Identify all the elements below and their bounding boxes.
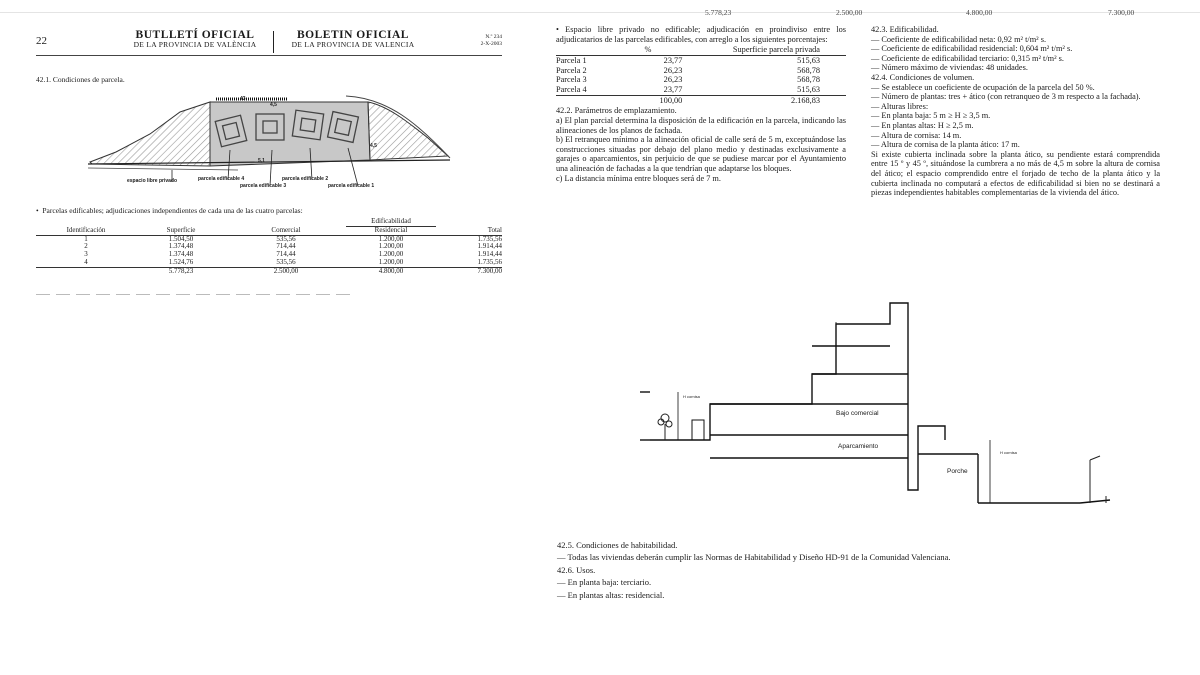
svg-text:43: 43 — [240, 96, 246, 102]
section-heading: 42.6. Usos. — [557, 564, 596, 575]
table-row — [36, 235, 502, 243]
table-row — [36, 251, 502, 259]
table-cell: 1.524,76 — [168, 257, 194, 266]
table-cell: 2.168,83 — [790, 95, 820, 105]
table-header: Superficie parcela privada — [732, 45, 820, 55]
issue-date: 2-X-2003 — [480, 41, 502, 47]
table-row — [36, 259, 502, 267]
bajo-comercial-label: Bajo comercial — [836, 410, 879, 417]
table-cell: 535,56 — [276, 234, 296, 243]
table-cell: 535,56 — [276, 257, 296, 266]
list-item: — Altura de cornisa de la planta ático: 17 m. — [871, 140, 1020, 150]
table-cell: 26,23 — [663, 65, 683, 75]
table-cell: 2.500,00 — [273, 266, 299, 275]
list-item: — Coeficiente de edificabilidad neta: 0,92 m² t/m² s. — [871, 34, 1047, 44]
table-cell: 1.735,56 — [477, 234, 502, 243]
list-item: — Número de plantas: tres + ático (con retranqueo de 3 m respecto a la fachada). — [871, 92, 1141, 102]
plan-label: parcela edificable 3 — [240, 183, 287, 189]
list-item: — Altura de cornisa: 14 m. — [871, 130, 962, 140]
cutoff-text-line — [36, 294, 356, 295]
table-header: Total — [487, 225, 502, 234]
section-heading: 42.3. Edificabilidad. — [871, 25, 939, 34]
svg-text:5,1: 5,1 — [258, 158, 265, 164]
open-space-area — [90, 102, 210, 166]
table-cell: Parcela 3 — [556, 75, 587, 85]
table-header: Residencial — [374, 225, 408, 234]
table-cell: 4.800,00 — [378, 266, 404, 275]
table-cell: 4 — [84, 257, 88, 266]
issue-info — [460, 34, 502, 48]
table-header: Identificación — [66, 225, 106, 234]
plan-label: parcela edificable 4 — [198, 176, 245, 182]
parcelas-intro: • Parcelas edificables; adjudicaciones independientes de cada una de las cuatro parcelas: — [36, 206, 303, 215]
plan-label: espacio libre privado — [127, 178, 178, 184]
table-cell: 1.914,44 — [477, 250, 502, 259]
table-cell: 1 — [84, 234, 88, 243]
plan-label: parcela edificable 1 — [328, 183, 375, 189]
table-cell: 100,00 — [659, 95, 683, 105]
right-column — [871, 25, 1160, 198]
list-item: — Se establece un coeficiente de ocupación de la parcela del 50 %. — [871, 82, 1095, 92]
svg-text:4,5: 4,5 — [270, 102, 277, 108]
table-cell: 23,77 — [663, 85, 683, 94]
middle-column — [556, 25, 846, 183]
page-number: 22 — [36, 35, 47, 47]
table-cell: Parcela 2 — [556, 65, 587, 75]
header-spanish — [278, 30, 428, 50]
table-cell: 5.778,23 — [168, 266, 194, 275]
table-cell: 1.200,00 — [378, 242, 404, 251]
table-cell: 714,44 — [276, 242, 296, 251]
section-title: 42.1. Condiciones de parcela. — [36, 75, 125, 84]
table-header: Superficie — [166, 225, 196, 234]
list-item: — En plantas altas: residencial. — [557, 589, 665, 600]
table-cell: 1.200,00 — [378, 257, 404, 266]
porche-label: Porche — [947, 468, 968, 475]
header-subtitle: DE LA PROVINCIA DE VALÈNCIA — [133, 40, 257, 49]
table-row — [556, 66, 846, 76]
h-cornisa-label: H cornisa — [1000, 450, 1017, 455]
espacio-libre-paragraph: • Espacio libre privado no edificable; adjudicación en proindiviso entre los adjudicatarios de las parcelas edificables, con arreglo a los siguientes porcentajes: — [556, 25, 846, 44]
table-row — [36, 243, 502, 251]
paragraph-c: c) La distancia mínima entre bloques será de 7 m. — [556, 173, 721, 183]
table-group-header: Edificabilidad — [346, 218, 436, 226]
bullet-icon: • — [36, 206, 43, 215]
list-item: — Alturas libres: — [871, 101, 929, 111]
table-cell: 7.300,00 — [477, 266, 502, 275]
table-row — [556, 55, 846, 65]
table-cell: 3 — [84, 250, 88, 259]
table-cell: 2 — [84, 242, 88, 251]
table-header — [556, 45, 614, 55]
header-title: BOLETIN OFICIAL — [297, 29, 409, 41]
paragraph-a: a) El plan parcial determina la disposición de la edificación en la parcela, indicando las alineaciones de los planos de fachada. — [556, 116, 846, 135]
header-rule — [36, 55, 502, 56]
section-heading: 42.4. Condiciones de volumen. — [871, 72, 975, 82]
table-row — [556, 85, 846, 95]
table-cell: 26,23 — [663, 75, 683, 85]
table-cell: 714,44 — [276, 250, 296, 259]
table-row — [556, 75, 846, 85]
table-header-row — [36, 226, 502, 235]
header-subtitle: DE LA PROVINCIA DE VALENCIA — [291, 40, 415, 49]
table-cell: 568,78 — [797, 75, 820, 85]
cutoff-value: 7.300,00 — [1108, 8, 1135, 17]
cutoff-value: 2.500,00 — [836, 8, 863, 17]
cutoff-value: 5.778,23 — [705, 8, 732, 17]
list-item: — Número máximo de viviendas: 48 unidades. — [871, 63, 1028, 73]
table-cell — [36, 267, 136, 275]
header-separator — [273, 31, 274, 53]
table-cell: Parcela 4 — [556, 85, 587, 94]
parcel-table — [36, 218, 502, 276]
building-section-drawing — [640, 300, 1120, 515]
list-item: — Coeficiente de edificabilidad terciario: 0,315 m² t/m² s. — [871, 53, 1064, 63]
h-cornisa-label: H cornisa — [683, 394, 700, 399]
table-header-row — [556, 45, 846, 55]
table-cell: 1.200,00 — [378, 234, 404, 243]
table-cell: 23,77 — [663, 55, 683, 65]
plan-label: parcela edificable 2 — [282, 176, 329, 182]
table-cell: 515,63 — [797, 85, 820, 94]
table-cell: 1.374,48 — [168, 242, 194, 251]
table-cell: 1.914,44 — [477, 242, 502, 251]
list-item: — En planta baja: terciario. — [557, 577, 652, 588]
header-title: BUTLLETÍ OFICIAL — [135, 29, 255, 41]
table-cell: 515,63 — [797, 55, 820, 65]
section-heading: 42.5. Condiciones de habitabilidad. — [557, 540, 678, 550]
table-cell: 1.504,50 — [168, 234, 194, 243]
paragraph-b: b) El retranqueo mínimo a la alineación oficial de calle será de 5 m, exceptuándose las construcciones situadas por debajo del plano medio y destinadas exclusivamente a garajes o aparcamientos, sin perjuicio de que se pudiese marcar por el Ayuntamiento una alineación de fachadas a la que tendrían que adaptarse los bloques. — [556, 135, 846, 173]
table-header: Comercial — [271, 225, 301, 234]
issue-number: N.º 234 — [485, 34, 502, 40]
table-totals-row — [36, 267, 502, 275]
header-valencian — [120, 30, 270, 50]
table-cell: 1.374,48 — [168, 250, 194, 259]
buildable-area — [210, 102, 370, 166]
cutoff-value: 4.800,00 — [966, 8, 993, 17]
list-item: — En plantas altas: H ≥ 2,5 m. — [871, 120, 974, 130]
table-cell: 568,78 — [797, 65, 820, 75]
aparcamiento-label: Aparcamiento — [838, 443, 879, 450]
table-cell — [556, 95, 614, 105]
list-item: — Todas las viviendas deberán cumplir las Normas de Habitabilidad y Diseño HD-91 de la Comunidad Valenciana. — [557, 552, 951, 563]
table-totals-row — [556, 95, 846, 105]
list-item: — Coeficiente de edificabilidad residencial: 0,604 m² t/m² s. — [871, 44, 1073, 54]
table-cell: Parcela 1 — [556, 55, 587, 65]
percentage-table — [556, 45, 846, 105]
table-cell: 1.735,56 — [477, 257, 502, 266]
section-heading: 42.2. Parámetros de emplazamiento. — [556, 106, 677, 116]
list-item: — En planta baja: 5 m ≥ H ≥ 3,5 m. — [871, 111, 991, 121]
table-cell: 1.200,00 — [378, 250, 404, 259]
bottom-section — [557, 539, 1157, 601]
table-header: % — [644, 45, 652, 55]
svg-text:4,5: 4,5 — [370, 143, 377, 149]
roof-paragraph: Si existe cubierta inclinada sobre la planta ático, su pendiente estará comprendida entre 15 º y 45 º, situándose la cumbrera a no más de 4,5 m sobre la altura de cornisa del ático; el espacio comprendido entre el forjado de techo de la planta ático y la cubierta inclinada no computará a efectos de edificabilidad si bien no se destinará a piezas independientes habitables complementarias de la vivienda del ático. — [871, 149, 1160, 198]
page-top-border — [0, 12, 1200, 13]
